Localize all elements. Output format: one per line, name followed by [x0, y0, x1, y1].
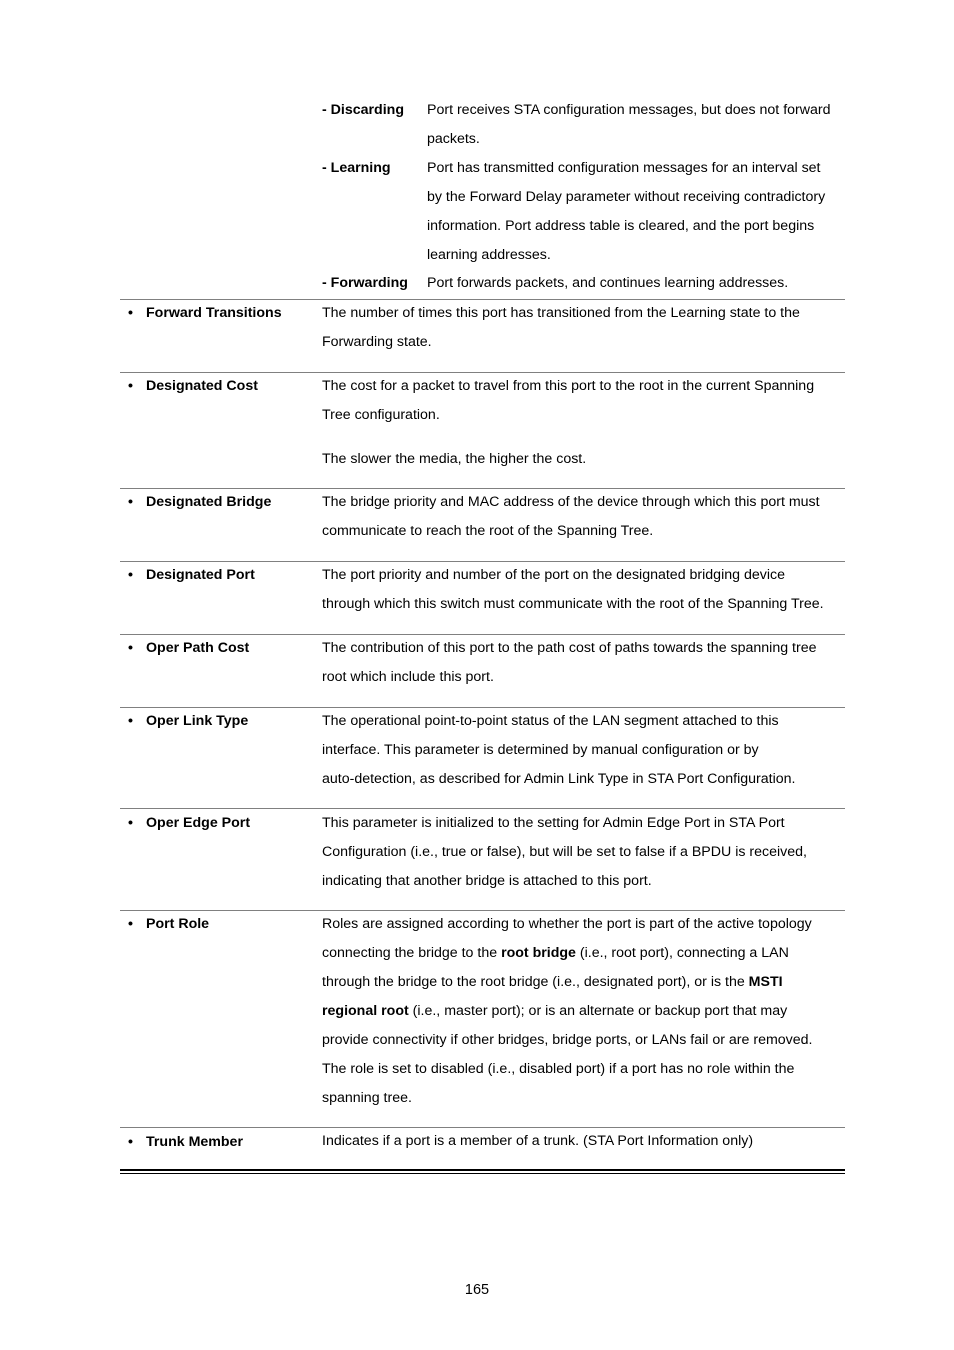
row-description: Roles are assigned according to whether the port is part of the active topology connecting the bridge to the root bridge (i.e., root port), connecting a LAN through the bridge to the root bridge (i.e., designated port), or is the MSTI regional root (i.e., master port); or is an alternate or backup port that may provide connectivity if other bridges, bridge ports, or LANs fail or are removed. The role is set to disabled (i.e., disabled port) if a port has no role within the spanning tree.: [322, 916, 813, 1106]
state-description: Port has transmitted configuration messages for an interval set by the Forward Delay parameter without receiving contradictory information. Port address table is cleared, and the port begins learning addresses.: [427, 160, 826, 263]
row-description: The contribution of this port to the path cost of paths towards the spanning tree root which include this port.: [322, 640, 817, 685]
row-term: • Forward Transitions: [128, 299, 282, 328]
state-description: Port receives STA configuration messages, but does not forward packets.: [427, 102, 831, 147]
row-description: Indicates if a port is a member of a trunk. (STA Port Information only): [322, 1133, 754, 1149]
bullet-icon: •: [128, 1134, 133, 1150]
row-term: • Port Role: [128, 910, 209, 939]
row-term: • Designated Port: [128, 561, 255, 590]
row-term: • Trunk Member: [128, 1128, 243, 1157]
row-description: The number of times this port has transitioned from the Learning state to the Forwarding state.: [322, 305, 800, 350]
row-description: The bridge priority and MAC address of the device through which this port must communicate to reach the root of the Spanning Tree.: [322, 494, 820, 539]
state-description: Port forwards packets, and continues learning addresses.: [427, 275, 789, 291]
row-term: • Designated Cost: [128, 372, 258, 401]
bullet-icon: •: [128, 378, 133, 394]
table-bottom-rule: [120, 1173, 845, 1174]
row-term: • Oper Link Type: [128, 707, 248, 736]
row-description: The operational point-to-point status of the LAN segment attached to this interface. This parameter is determined by manual configuration or by auto-detection, as described for Admin Link Type in STA Port Configuration.: [322, 713, 796, 787]
row-extra-paragraph: The slower the media, the higher the cost.: [322, 451, 587, 467]
bullet-icon: •: [128, 640, 133, 656]
state-label: - Learning: [322, 160, 391, 176]
row-description: This parameter is initialized to the setting for Admin Edge Port in STA Port Configuration (i.e., true or false), but will be set to false if a BPDU is received, indicating that another bridge is attached to this port.: [322, 815, 807, 889]
emphasis-root-bridge: root bridge: [501, 945, 576, 961]
state-label: - Discarding: [322, 102, 404, 118]
page-number: 165: [464, 1282, 490, 1298]
emphasis-regional-root: regional root: [322, 1003, 409, 1019]
state-label: - Forwarding: [322, 275, 408, 291]
bullet-icon: •: [128, 494, 133, 510]
emphasis-msti: MSTI: [748, 974, 783, 990]
row-term: • Oper Edge Port: [128, 809, 250, 838]
bullet-icon: •: [128, 567, 133, 583]
table-bottom-rule: [120, 1169, 845, 1171]
row-description: The port priority and number of the port on the designated bridging device through which this switch must communicate with the root of the Spanning Tree.: [322, 567, 824, 612]
row-term: • Oper Path Cost: [128, 634, 249, 663]
bullet-icon: •: [128, 305, 133, 321]
bullet-icon: •: [128, 713, 133, 729]
row-description: The cost for a packet to travel from this port to the root in the current Spanning Tree configuration. The slower the media, the higher the cost.: [322, 372, 847, 474]
row-term: • Designated Bridge: [128, 488, 271, 517]
bullet-icon: •: [128, 815, 133, 831]
bullet-icon: •: [128, 916, 133, 932]
